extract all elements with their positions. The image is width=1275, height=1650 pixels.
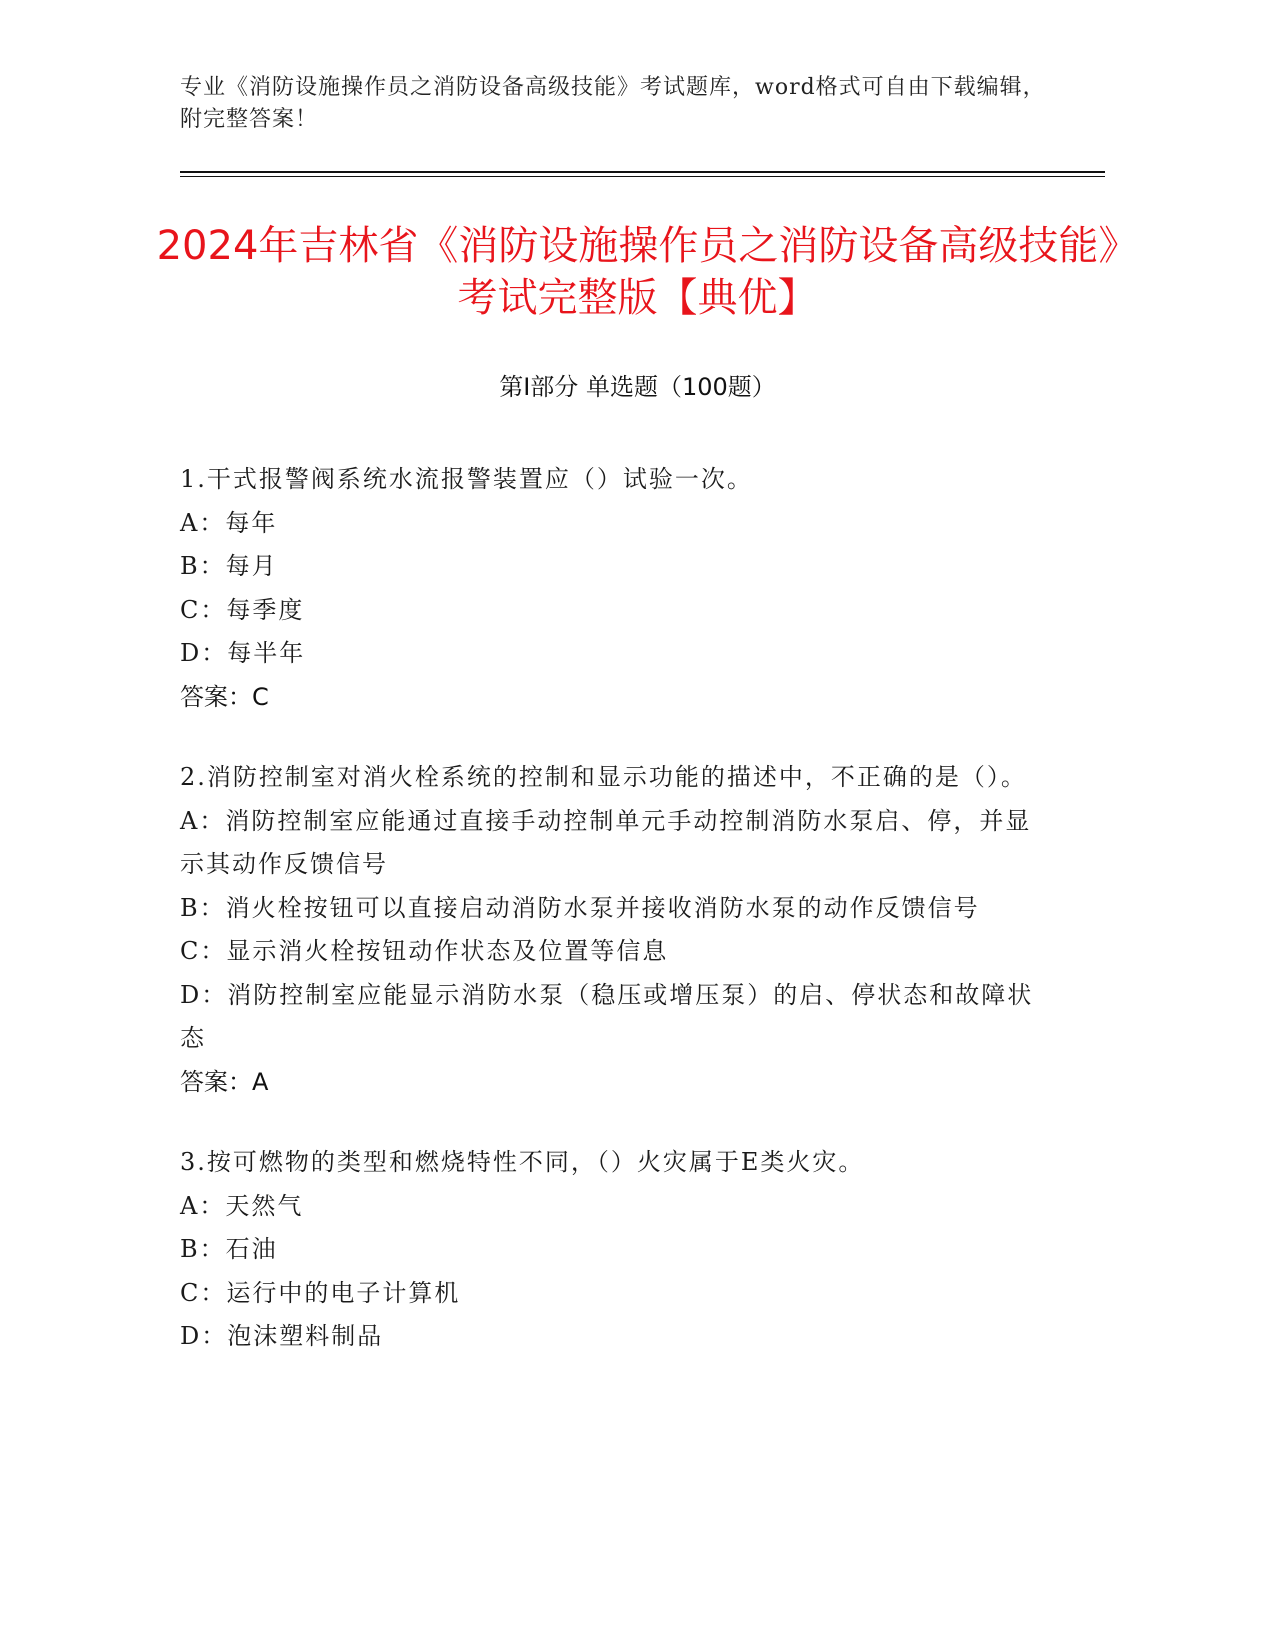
header-rule-thin [180,176,1105,177]
question-stem: 2.消防控制室对消火栓系统的控制和显示功能的描述中，不正确的是（）。 [180,763,1027,791]
header-note: 专业《消防设施操作员之消防设备高级技能》考试题库，word格式可自由下载编辑，附完整答案！ [180,75,1046,132]
option-d: D：消防控制室应能显示消防水泵（稳压或增压泵）的启、停状态和故障状态 [180,980,1034,1052]
question-2 [180,756,1040,1104]
question-1 [180,458,1040,719]
question-stem: 1.干式报警阀系统水流报警装置应（）试验一次。 [180,465,753,493]
question-3 [180,1141,1040,1359]
option-a: A：每年 [180,508,278,537]
option-d: D：泡沫塑料制品 [180,1322,384,1350]
option-c: C：显示消火栓按钮动作状态及位置等信息 [180,937,669,965]
option-c: C：每季度 [180,595,305,624]
option-c: C：运行中的电子计算机 [180,1278,461,1307]
document-title: 2024年吉林省《消防设施操作员之消防设备高级技能》考试完整版【典优】 [156,223,1119,321]
option-d: D：每半年 [180,639,306,667]
option-a: A：消防控制室应能通过直接手动控制单元手动控制消防水泵启、停，并显示其动作反馈信号 [180,806,1032,878]
answer: 答案：C [180,682,269,711]
question-stem: 3.按可燃物的类型和燃烧特性不同，（）火灾属于E类火灾。 [180,1148,865,1176]
answer: 答案：A [180,1067,269,1096]
section-title: 第I部分 单选题（100题） [499,373,776,401]
question-list [180,458,1040,1396]
header-rule-thick [180,171,1105,173]
option-b: B：每月 [180,552,278,580]
option-b: B：石油 [180,1235,278,1263]
option-b: B：消火栓按钮可以直接启动消防水泵并接收消防水泵的动作反馈信号 [180,893,980,922]
option-a: A：天然气 [180,1191,304,1220]
